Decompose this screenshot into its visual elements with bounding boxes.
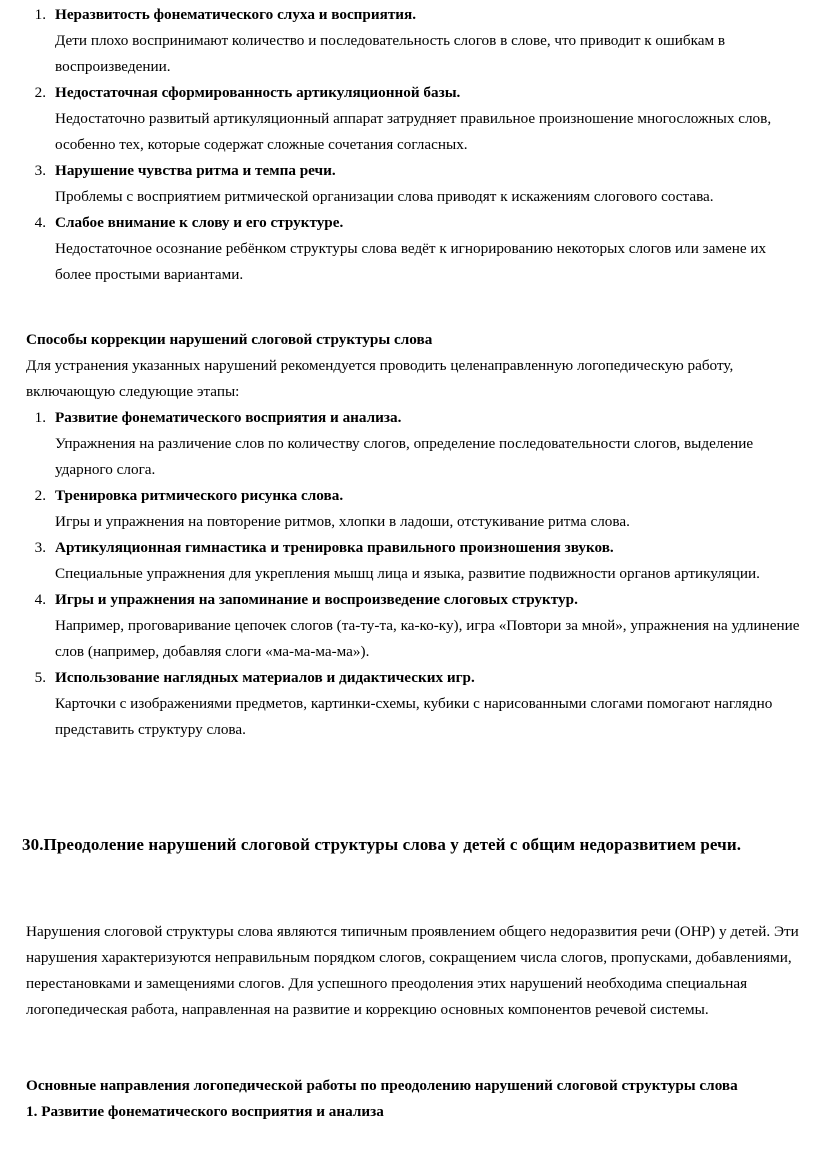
section-30-directions xyxy=(26,1073,802,1125)
list-item-title: Тренировка ритмического рисунка слова. xyxy=(55,487,344,504)
directions-heading: Основные направления логопедической работы по преодолению нарушений слоговой структуры слова xyxy=(26,1077,738,1094)
list-item-number: 2. xyxy=(34,487,46,504)
methods-heading: Способы коррекции нарушений слоговой структуры слова xyxy=(26,331,433,348)
list-item-title: Нарушение чувства ритма и темпа речи. xyxy=(55,162,336,179)
list-item xyxy=(26,535,802,587)
list-item-description: Дети плохо воспринимают количество и последовательность слогов в слове, что приводит к ошибкам в воспроизведении. xyxy=(55,32,726,75)
methods-intro-paragraph: Для устранения указанных нарушений рекомендуется проводить целенаправленную логопедическую работу, включающую следующие этапы: xyxy=(26,357,734,400)
causes-list xyxy=(26,2,802,288)
direction-item-1: 1. Развитие фонематического восприятия и анализа xyxy=(26,1103,384,1120)
list-item xyxy=(26,483,802,535)
list-item-title: Артикуляционная гимнастика и тренировка правильного произношения звуков. xyxy=(55,539,614,556)
list-item-number: 1. xyxy=(34,6,46,23)
methods-section xyxy=(26,327,802,405)
list-item-description: Например, проговаривание цепочек слогов (та-ту-та, ка-ко-ку), игра «Повтори за мной», упражнения на удлинение слов (например, добавляя слоги «ма-ма-ма-ма»). xyxy=(55,617,800,660)
list-item xyxy=(26,210,802,288)
list-item-number: 5. xyxy=(34,669,46,686)
list-item-number: 4. xyxy=(34,214,46,231)
list-item-title: Слабое внимание к слову и его структуре. xyxy=(55,214,344,231)
list-item-title: Использование наглядных материалов и дидактических игр. xyxy=(55,669,475,686)
list-item-description: Проблемы с восприятием ритмической организации слова приводят к искажениям слогового состава. xyxy=(55,188,714,205)
methods-list xyxy=(26,405,802,743)
list-item-number: 2. xyxy=(34,84,46,101)
list-item-description: Упражнения на различение слов по количеству слогов, определение последовательности слогов, выделение ударного слога. xyxy=(55,435,754,478)
list-item-description: Карточки с изображениями предметов, картинки-схемы, кубики с нарисованными слогами помогают наглядно представить структуру слова. xyxy=(55,695,773,738)
list-item-number: 1. xyxy=(34,409,46,426)
section-30-intro xyxy=(26,919,802,1023)
list-item-number: 4. xyxy=(34,591,46,608)
list-item-description: Недостаточное осознание ребёнком структуры слова ведёт к игнорированию некоторых слогов или замене их более простыми вариантами. xyxy=(55,240,767,283)
methods-list-section xyxy=(26,405,802,743)
list-item xyxy=(26,665,802,743)
list-item xyxy=(26,2,802,80)
causes-list-section xyxy=(26,2,802,288)
list-item-number: 3. xyxy=(34,539,46,556)
list-item-title: Неразвитость фонематического слуха и восприятия. xyxy=(55,6,417,23)
list-item xyxy=(26,80,802,158)
list-item-title: Недостаточная сформированность артикуляционной базы. xyxy=(55,84,461,101)
list-item xyxy=(26,587,802,665)
section-30-heading: 30.Преодоление нарушений слоговой структуры слова у детей с общим недоразвитием речи. xyxy=(22,835,742,854)
list-item-description: Игры и упражнения на повторение ритмов, хлопки в ладоши, отстукивание ритма слова. xyxy=(55,513,630,530)
list-item xyxy=(26,158,802,210)
list-item-number: 3. xyxy=(34,162,46,179)
list-item-title: Игры и упражнения на запоминание и воспроизведение слоговых структур. xyxy=(55,591,578,608)
list-item-description: Специальные упражнения для укрепления мышц лица и языка, развитие подвижности органов артикуляции. xyxy=(55,565,760,582)
section-30-intro-paragraph: Нарушения слоговой структуры слова являются типичным проявлением общего недоразвития речи (ОНР) у детей. Эти нарушения характеризуются неправильным порядком слогов, сокращением числа слогов, пропусками, добавлениями, перестановками и замещениями слогов. Для успешного преодоления этих нарушений необходима специальная логопедическая работа, направленная на развитие и коррекцию основных компонентов речевой системы. xyxy=(26,923,799,1018)
list-item xyxy=(26,405,802,483)
list-item-description: Недостаточно развитый артикуляционный аппарат затрудняет правильное произношение многосложных слов, особенно тех, которые содержат сложные сочетания согласных. xyxy=(55,110,772,153)
list-item-title: Развитие фонематического восприятия и анализа. xyxy=(55,409,402,426)
